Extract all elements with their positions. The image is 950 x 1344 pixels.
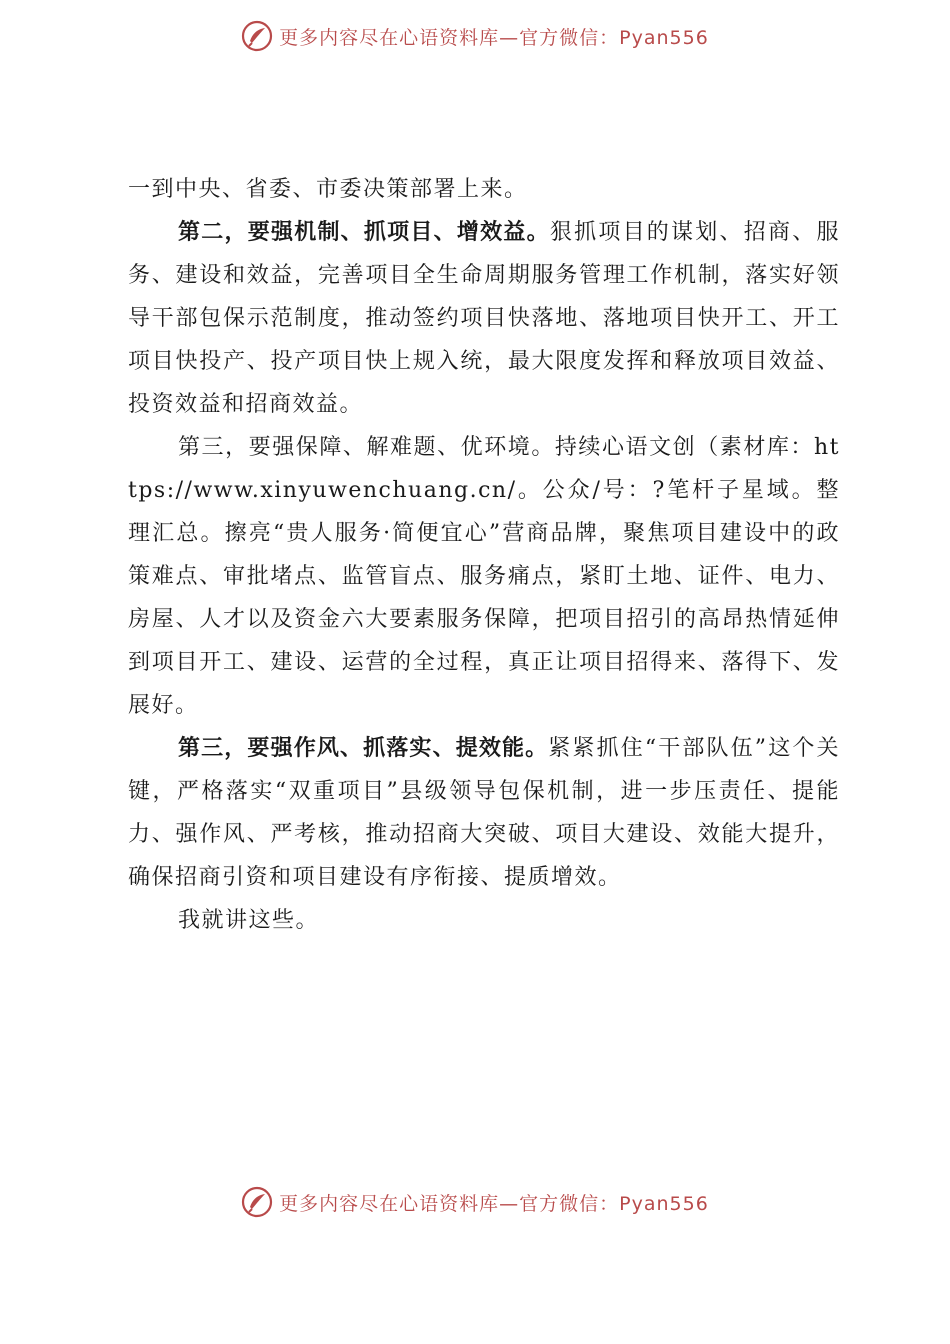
header-banner — [0, 14, 950, 58]
paragraph-2-heading: 第二，要强机制、抓项目、增效益。 — [178, 220, 550, 245]
paragraph-2 — [128, 211, 840, 426]
paragraph-3: 第三，要强保障、解难题、优环境。持续心语文创（素材库：https://www.xinyuwenchuang.cn/。公众/号：?笔杆子星域。整理汇总。擦亮“贵人服务·简便宜心”营商品牌，聚焦项目建设中的政策难点、审批堵点、监管盲点、服务痛点，紧盯土地、证件、电力、房屋、人才以及资金六大要素服务保障，把项目招引的高昂热情延伸到项目开工、建设、运营的全过程，真正让项目招得来、落得下、发展好。 — [128, 435, 840, 718]
paragraph-4-heading: 第三，要强作风、抓落实、提效能。 — [178, 736, 549, 761]
paragraph-1: 一到中央、省委、市委决策部署上来。 — [128, 177, 528, 202]
footer-banner — [0, 1180, 950, 1224]
footer-banner-text: 更多内容尽在心语资料库—官方微信：Pyan556 — [279, 1192, 709, 1215]
paragraph-2-text: 狠抓项目的谋划、招商、服务、建设和效益，完善项目全生命周期服务管理工作机制，落实好领导干部包保示范制度，推动签约项目快落地、落地项目快开工、开工项目快投产、投产项目快上规入统，最大限度发挥和释放项目效益、投资效益和招商效益。 — [128, 220, 840, 417]
paragraph-5: 我就讲这些。 — [178, 908, 320, 933]
brand-logo-icon — [241, 20, 273, 52]
paragraph-4 — [128, 727, 840, 899]
brand-logo-icon — [241, 1186, 273, 1218]
paragraph-4-text: 紧紧抓住“干部队伍”这个关键，严格落实“双重项目”县级领导包保机制，进一步压责任、提能力、强作风、严考核，推动招商大突破、项目大建设、效能大提升，确保招商引资和项目建设有序衔接、提质增效。 — [128, 736, 840, 890]
header-banner-text: 更多内容尽在心语资料库—官方微信：Pyan556 — [279, 26, 709, 49]
document-body — [128, 168, 840, 942]
